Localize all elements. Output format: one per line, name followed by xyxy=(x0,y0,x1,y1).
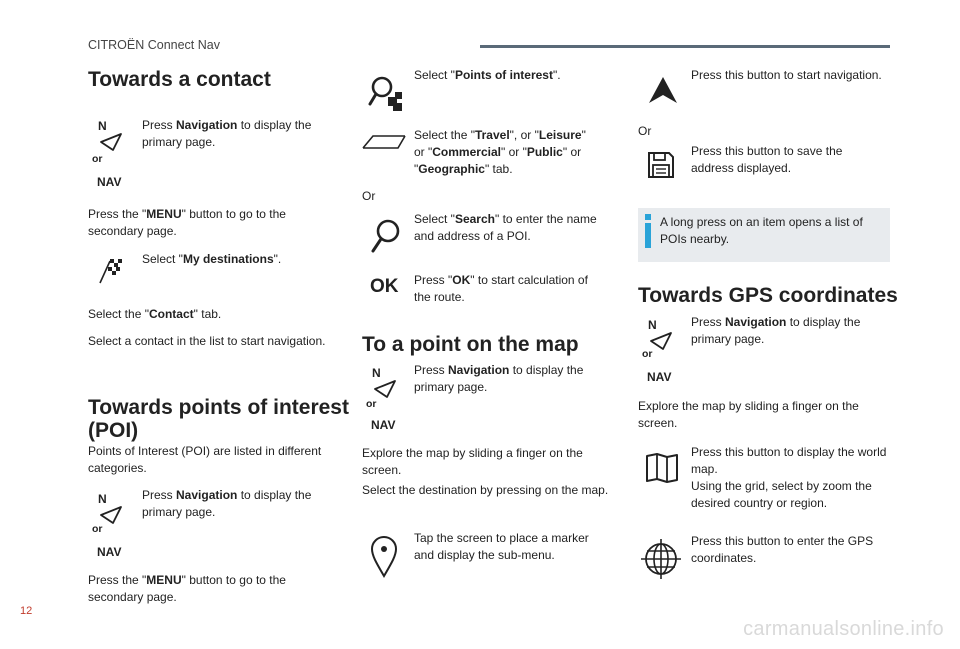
start-navigation-icon xyxy=(647,75,679,105)
search-icon xyxy=(370,218,402,254)
press-ok-text: Press "OK" to start calculation of the route. xyxy=(414,273,588,304)
explore-map-text: Explore the map by sliding a finger on the screen. xyxy=(362,446,583,477)
select-search-text: Select "Search" to enter the name and address of a POI. xyxy=(414,212,597,243)
tap-marker-text: Tap the screen to place a marker and display the sub-menu. xyxy=(414,531,589,562)
press-navigation-text: Press Navigation to display the primary page. xyxy=(414,363,584,394)
checkered-flag-icon xyxy=(98,255,124,285)
heading-towards-poi: Towards points of interest (POI) xyxy=(88,396,349,442)
select-contact-tab-text: Select the "Contact" tab. xyxy=(88,307,222,321)
press-navigation-text: Press Navigation to display the primary page. xyxy=(142,488,312,519)
world-map-text: Press this button to display the world map. Using the grid, select by zoom the desired country or region. xyxy=(691,445,887,510)
explore-map-text: Explore the map by sliding a finger on the screen. xyxy=(638,399,859,430)
poi-description: Points of Interest (POI) are listed in different categories. xyxy=(88,444,322,475)
start-navigation-text: Press this button to start navigation. xyxy=(691,68,882,82)
header-bar xyxy=(480,45,890,48)
page-number: 12 xyxy=(20,605,33,617)
info-text: A long press on an item opens a list of POIs nearby. xyxy=(660,215,863,246)
world-map-icon xyxy=(645,452,679,484)
save-icon xyxy=(646,150,676,180)
press-menu-text: Press the "MENU" button to go to the secondary page. xyxy=(88,573,286,604)
or-text: Or xyxy=(638,124,652,138)
select-poi-text: Select "Points of interest". xyxy=(414,68,561,82)
save-address-text: Press this button to save the address displayed. xyxy=(691,144,843,175)
nav-button-icon: N or NAV xyxy=(92,119,122,189)
press-navigation-text: Press Navigation to display the primary page. xyxy=(142,118,312,149)
select-destination-text: Select the destination by pressing on the map. xyxy=(362,483,609,497)
points-of-interest-icon xyxy=(367,74,405,112)
gps-coordinates-text: Press this button to enter the GPS coordinates. xyxy=(691,534,874,565)
nav-button-icon: N or NAV xyxy=(642,318,672,384)
heading-towards-contact: Towards a contact xyxy=(88,68,271,91)
ok-icon: OK xyxy=(370,276,399,297)
select-my-destinations-text: Select "My destinations". xyxy=(142,252,282,266)
heading-towards-gps: Towards GPS coordinates xyxy=(638,284,898,307)
watermark: carmanualsonline.info xyxy=(743,618,944,640)
select-category-tab-text: Select the "Travel", or "Leisure" or "Commercial" or "Public" or "Geographic" tab. xyxy=(414,128,586,176)
tab-icon xyxy=(362,133,406,151)
document-header: CITROËN Connect Nav xyxy=(88,38,220,52)
heading-point-on-map: To a point on the map xyxy=(362,333,579,356)
select-contact-text: Select a contact in the list to start navigation. xyxy=(88,334,326,348)
or-text: Or xyxy=(362,189,376,203)
press-navigation-text: Press Navigation to display the primary page. xyxy=(691,315,861,346)
globe-icon xyxy=(641,538,681,580)
nav-button-icon: N or NAV xyxy=(92,492,122,559)
info-icon xyxy=(644,214,652,248)
map-marker-icon xyxy=(369,534,399,578)
nav-button-icon: N or NAV xyxy=(366,366,396,432)
press-menu-text: Press the "MENU" button to go to the secondary page. xyxy=(88,207,286,238)
